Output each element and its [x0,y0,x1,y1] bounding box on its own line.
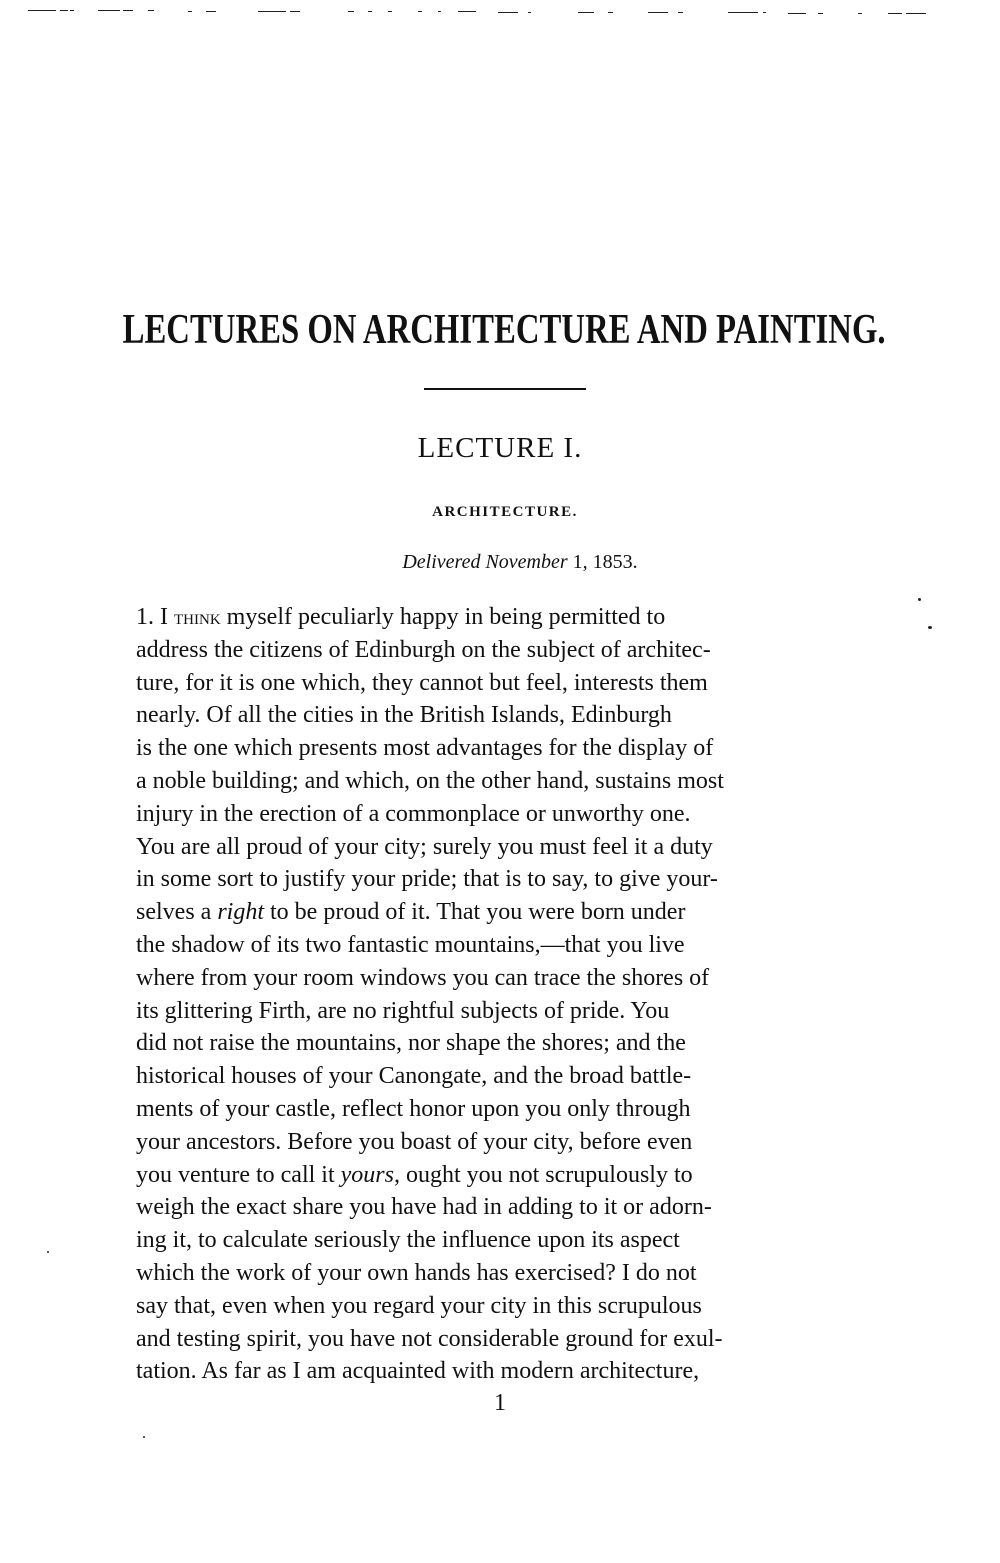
text-line-content: is the one which presents most advantages for the display of [136,735,714,762]
text-line-content: a noble building; and which, on the other hand, sustains most [136,767,724,794]
text-line [136,995,876,1028]
page-number: 1 [494,1390,506,1416]
text-line [136,962,876,995]
scan-dash [348,11,354,12]
scan-dash [578,12,594,13]
italic-word: right [217,899,264,926]
text-line [136,732,876,765]
scan-dash [188,11,192,12]
text-line [136,601,876,634]
scan-speck [47,1251,49,1253]
scan-dash [906,13,926,14]
delivered-label: Delivered November [402,551,568,573]
text-line-end: to be proud of it. That you were born under [264,899,686,926]
text-line-content: which the work of your own hands has exercised? I do not [136,1259,697,1286]
text-line-start: you venture to call it [136,1161,341,1188]
scan-dash [528,12,531,13]
text-line-content: where from your room windows you can trace the shores of [136,964,710,991]
scan-dash [728,12,758,13]
scan-dash [888,13,902,14]
lecture-heading: LECTURE I. [417,432,583,464]
text-line-content: ments of your castle, reflect honor upon you only through [136,1095,691,1122]
book-title-text: LECTURES ON ARCHITECTURE AND PAINTING. [122,307,886,353]
text-line [136,1126,876,1159]
text-line [136,1027,876,1060]
scan-dash [60,10,68,11]
text-line [136,929,876,962]
text-line-content: address the citizens of Edinburgh on the subject of architec- [136,636,711,663]
text-line-content: ing it, to calculate seriously the influence upon its aspect [136,1227,680,1254]
text-line-content: say that, even when you regard your city in this scrupulous [136,1292,702,1319]
scan-dash [818,13,823,14]
text-line [136,1093,876,1126]
text-line [136,667,876,700]
scan-dash [148,10,154,11]
scan-dash [788,13,806,14]
scan-dash [28,10,56,11]
scan-artifact-top-border [28,10,948,14]
text-line-start: selves a [136,899,218,926]
text-line-content: historical houses of your Canongate, and the broad battle- [136,1063,692,1090]
scan-speck [928,626,932,629]
text-line-content: its glittering Firth, are no rightful subjects of pride. You [136,997,670,1024]
text-line [136,1355,876,1388]
scan-dash [458,11,476,12]
italic-word: yours, [340,1161,400,1188]
text-line-end: myself peculiarly happy in being permitted to [220,604,666,630]
text-line [136,765,876,798]
text-line-content: tation. As far as I am acquainted with modern architecture, [136,1358,700,1385]
scan-dash [258,11,286,12]
text-line [136,1257,876,1290]
scan-dash [70,10,74,11]
delivered-date: 1, 1853. [567,551,638,573]
text-line [136,1323,876,1356]
text-line [136,831,876,864]
scan-speck [143,1436,145,1438]
scan-dash [388,11,392,12]
text-line [136,1159,876,1192]
text-line-content: injury in the erection of a commonplace or unworthy one. [136,800,691,827]
text-line-content: the shadow of its two fantastic mountains,—that you live [136,931,685,958]
text-line-content: did not raise the mountains, nor shape the shores; and the [136,1030,686,1057]
scan-dash [290,11,300,12]
paragraph-body [136,601,876,1388]
scan-dash [206,11,216,12]
text-line-content: your ancestors. Before you boast of your city, before even [136,1128,693,1155]
lecture-subject: ARCHITECTURE. [432,504,578,520]
text-line [136,1060,876,1093]
book-title [0,306,1000,354]
scan-dash [123,10,133,11]
text-line-content: nearly. Of all the cities in the British Islands, Edinburgh [136,702,672,729]
text-line [136,1224,876,1257]
scan-dash [498,12,518,13]
text-line [136,699,876,732]
text-line [136,1191,876,1224]
text-line [136,896,876,929]
scan-dash [648,12,668,13]
small-caps-word: think [174,605,221,629]
scan-dash [608,12,613,13]
text-line [136,863,876,896]
scan-dash [418,11,422,12]
scan-dash [678,12,683,13]
text-line [136,798,876,831]
text-line-start: 1. I [136,604,174,630]
scan-dash [368,11,372,12]
scan-speck [918,598,921,601]
text-line [136,634,876,667]
text-line-end: ought you not scrupulously to [399,1161,693,1188]
text-line-content: ture, for it is one which, they cannot but feel, interests them [136,669,708,696]
text-line-content: and testing spirit, you have not considerable ground for exul- [136,1325,723,1352]
text-line-content: in some sort to justify your pride; that is to say, to give your- [136,866,718,893]
scan-dash [438,11,441,12]
text-line-content: You are all proud of your city; surely you must feel it a duty [136,833,713,860]
scan-dash [858,13,862,14]
title-rule-divider [424,388,586,390]
scan-dash [98,10,120,11]
delivery-date-line [0,551,1000,574]
text-line [136,1290,876,1323]
scan-dash [763,12,766,13]
text-line-content: weigh the exact share you have had in adding to it or adorn- [136,1194,712,1221]
